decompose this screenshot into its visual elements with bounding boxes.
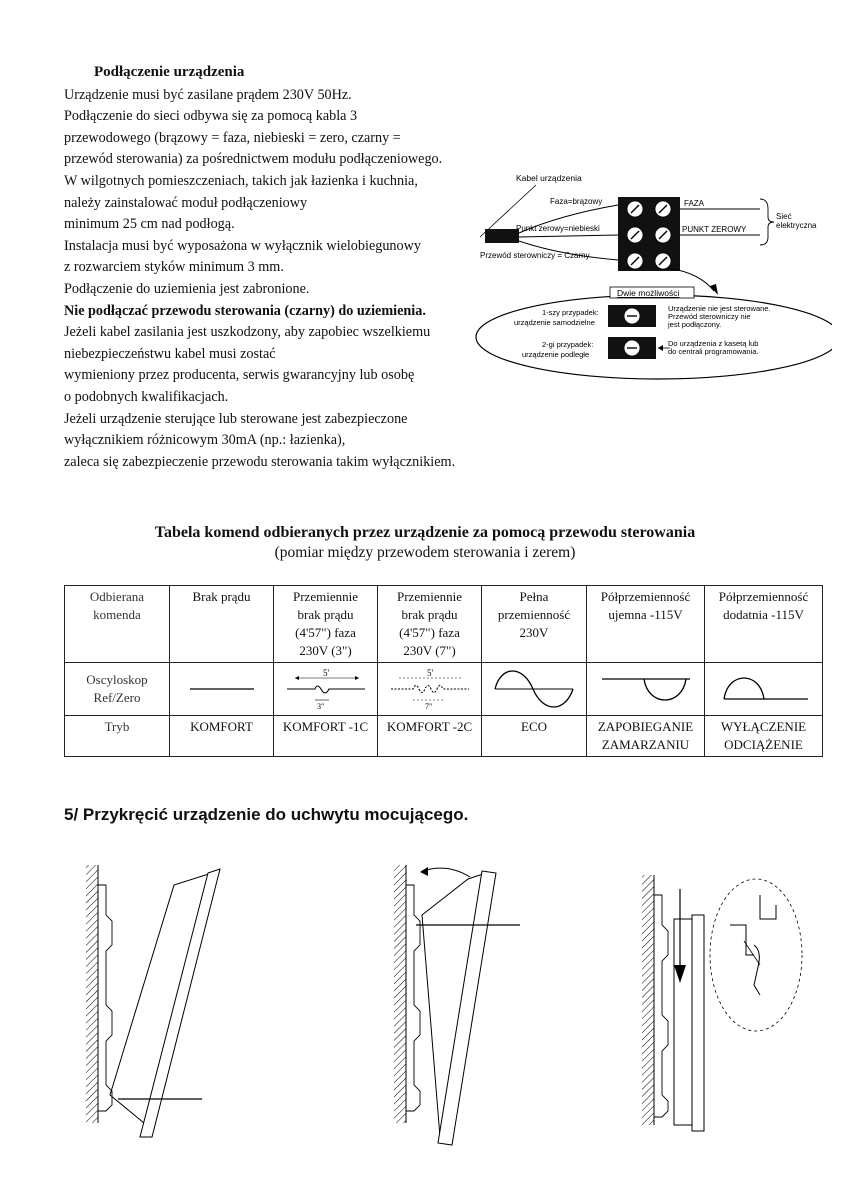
mounting-illustrations bbox=[70, 855, 830, 1165]
scope-negative-half bbox=[596, 667, 696, 711]
table-cell bbox=[274, 586, 378, 663]
connection-line: minimum 25 cm nad podłogą. bbox=[64, 216, 235, 233]
connection-line: Jeżeli kabel zasilania jest uszkodzony, aby zapobiec wszelkiemu bbox=[64, 324, 431, 341]
step-title: 5/ Przykręcić urządzenie do uchwytu mocującego. bbox=[64, 805, 469, 824]
neutral-terminal-label: PUNKT ZEROWY bbox=[682, 225, 747, 234]
table-cell bbox=[482, 716, 587, 757]
scope-label-5min-a: 5' bbox=[322, 668, 329, 678]
scope-no-current bbox=[182, 669, 262, 709]
table-cell bbox=[378, 663, 482, 716]
command-6: Półprzemienność dodatnia -115V bbox=[718, 589, 809, 622]
table-cell bbox=[587, 586, 705, 663]
command-5: Półprzemienność ujemna -115V bbox=[600, 589, 691, 622]
phase-wire-label: Faza=brązowy bbox=[550, 197, 603, 206]
table-cell bbox=[274, 716, 378, 757]
scope-alternating-7s bbox=[385, 667, 475, 711]
case1-note-2: Przewód sterowniczy nie bbox=[668, 312, 751, 321]
table-row bbox=[65, 663, 823, 716]
connection-line: o podobnych kwalifikacjach. bbox=[64, 388, 229, 405]
row-header-mode-text: Tryb bbox=[104, 719, 130, 734]
scope-alternating-3s bbox=[281, 667, 371, 711]
neutral-wire-line bbox=[519, 235, 618, 237]
network-brace bbox=[760, 199, 774, 245]
control-wire-label: Przewód sterowniczy = Czarny bbox=[480, 251, 590, 260]
network-label-1: Sieć bbox=[776, 212, 792, 221]
row-header-scope-text: Oscyloskop Ref/Zero bbox=[86, 672, 148, 705]
table-cell bbox=[170, 663, 274, 716]
case1-note-3: jest podłączony. bbox=[668, 320, 722, 329]
connection-section bbox=[64, 62, 504, 473]
row-header-command-text: Odbierana komenda bbox=[89, 589, 145, 622]
scope-positive-half bbox=[714, 667, 814, 711]
mode-2: KOMFORT -1C bbox=[282, 719, 369, 734]
scope-label-7s: 7" bbox=[424, 702, 432, 711]
mode-4: ECO bbox=[521, 719, 547, 734]
connection-line: przewód sterowania) za pośrednictwem modułu podłączeniowego. bbox=[64, 151, 443, 168]
row-header-command bbox=[65, 586, 170, 663]
case2-note-2: do centrali programowania. bbox=[668, 347, 759, 356]
connection-line: W wilgotnych pomieszczeniach, takich jak łazienka i kuchnia, bbox=[64, 172, 418, 189]
cable-body bbox=[485, 229, 519, 243]
case1-note-1: Urządzenie nie jest sterowane. bbox=[668, 304, 771, 313]
table-cell bbox=[378, 716, 482, 757]
table-cell bbox=[482, 586, 587, 663]
scope-label-3s: 3" bbox=[316, 702, 324, 711]
terminal-block bbox=[618, 197, 680, 271]
case2-line2: urządzenie podległe bbox=[522, 350, 590, 359]
table-cell bbox=[705, 663, 823, 716]
table-cell bbox=[274, 663, 378, 716]
connection-line: przewodowego (brązowy = faza, niebieski = zero, czarny = bbox=[64, 129, 401, 146]
scope-full-sine bbox=[489, 667, 579, 711]
connection-heading: Podłączenie urządzenia bbox=[94, 64, 245, 80]
connection-line: wymieniony przez producenta, serwis gwarancyjny lub osobę bbox=[64, 367, 415, 384]
command-1: Brak prądu bbox=[192, 589, 251, 604]
table-cell bbox=[587, 716, 705, 757]
command-table bbox=[64, 585, 823, 757]
wiring-diagram bbox=[470, 165, 832, 380]
table-cell bbox=[705, 586, 823, 663]
table-cell bbox=[482, 663, 587, 716]
command-2: Przemiennie brak prądu (4'57") faza 230V (3") bbox=[293, 589, 358, 658]
table-cell bbox=[170, 586, 274, 663]
table-cell bbox=[587, 663, 705, 716]
neutral-wire-label: Punkt zerowy=niebieski bbox=[516, 224, 600, 233]
detail-callout bbox=[710, 879, 802, 1031]
case2-line1: 2-gi przypadek: bbox=[542, 340, 594, 349]
table-title: Tabela komend odbieranych przez urządzenie za pomocą przewodu sterowania bbox=[154, 524, 696, 541]
case2-note-1: Do urządzenia z kasetą lub bbox=[668, 339, 759, 348]
connection-line: zaleca się zabezpieczenie przewodu sterowania takim wyłącznikiem. bbox=[64, 453, 456, 470]
case1-line1: 1-szy przypadek: bbox=[542, 308, 599, 317]
connection-line: z rozwarciem styków minimum 3 mm. bbox=[64, 259, 284, 276]
connection-line: wyłącznikiem różnicowym 30mA (np.: łazienka), bbox=[64, 432, 346, 449]
connection-paragraph bbox=[64, 85, 504, 474]
table-cell bbox=[170, 716, 274, 757]
table-cell bbox=[705, 716, 823, 757]
table-row bbox=[65, 586, 823, 663]
phase-terminal-label: FAZA bbox=[684, 199, 705, 208]
table-cell bbox=[378, 586, 482, 663]
mode-1: KOMFORT bbox=[190, 719, 253, 734]
table-subtitle: (pomiar między przewodem sterowania i zerem) bbox=[274, 544, 576, 561]
network-label-2: elektryczna bbox=[776, 221, 817, 230]
mount-step-2-figure bbox=[394, 865, 520, 1145]
connection-line: Urządzenie musi być zasilane prądem 230V 50Hz. bbox=[64, 86, 352, 103]
options-title: Dwie możliwości bbox=[617, 288, 680, 298]
mode-5: ZAPOBIEGANIE ZAMARZANIU bbox=[597, 719, 694, 752]
command-4: Pełna przemienność 230V bbox=[497, 589, 571, 640]
connection-line: należy zainstalować moduł podłączeniowy bbox=[64, 194, 308, 211]
tilt-arrow bbox=[422, 868, 470, 877]
command-3: Przemiennie brak prądu (4'57") faza 230V (7") bbox=[397, 589, 462, 658]
table-row bbox=[65, 716, 823, 757]
row-header-scope bbox=[65, 663, 170, 716]
mode-3: KOMFORT -2C bbox=[386, 719, 473, 734]
connection-line: Nie podłączać przewodu sterowania (czarny) do uziemienia. bbox=[64, 302, 426, 319]
connection-line: Instalacja musi być wyposażona w wyłącznik wielobiegunowy bbox=[64, 237, 421, 254]
connection-line: Podłączenie do uziemienia jest zabronione. bbox=[64, 280, 310, 297]
connection-line: niebezpieczeństwu kabel musi zostać bbox=[64, 345, 276, 362]
case1-line2: urządzenie samodzielne bbox=[514, 318, 595, 327]
cable-label: Kabel urządzenia bbox=[516, 173, 582, 183]
connection-line: Jeżeli urządzenie sterujące lub sterowane jest zabezpieczone bbox=[64, 410, 408, 427]
scope-label-5min-b: 5' bbox=[426, 668, 433, 678]
row-header-mode bbox=[65, 716, 170, 757]
connection-line: Podłączenie do sieci odbywa się za pomocą kabla 3 bbox=[64, 108, 358, 125]
mode-6: WYŁĄCZENIE ODCIĄŻENIE bbox=[720, 719, 807, 752]
mount-step-3-figure bbox=[642, 875, 802, 1131]
mount-step-1-figure bbox=[86, 865, 220, 1137]
